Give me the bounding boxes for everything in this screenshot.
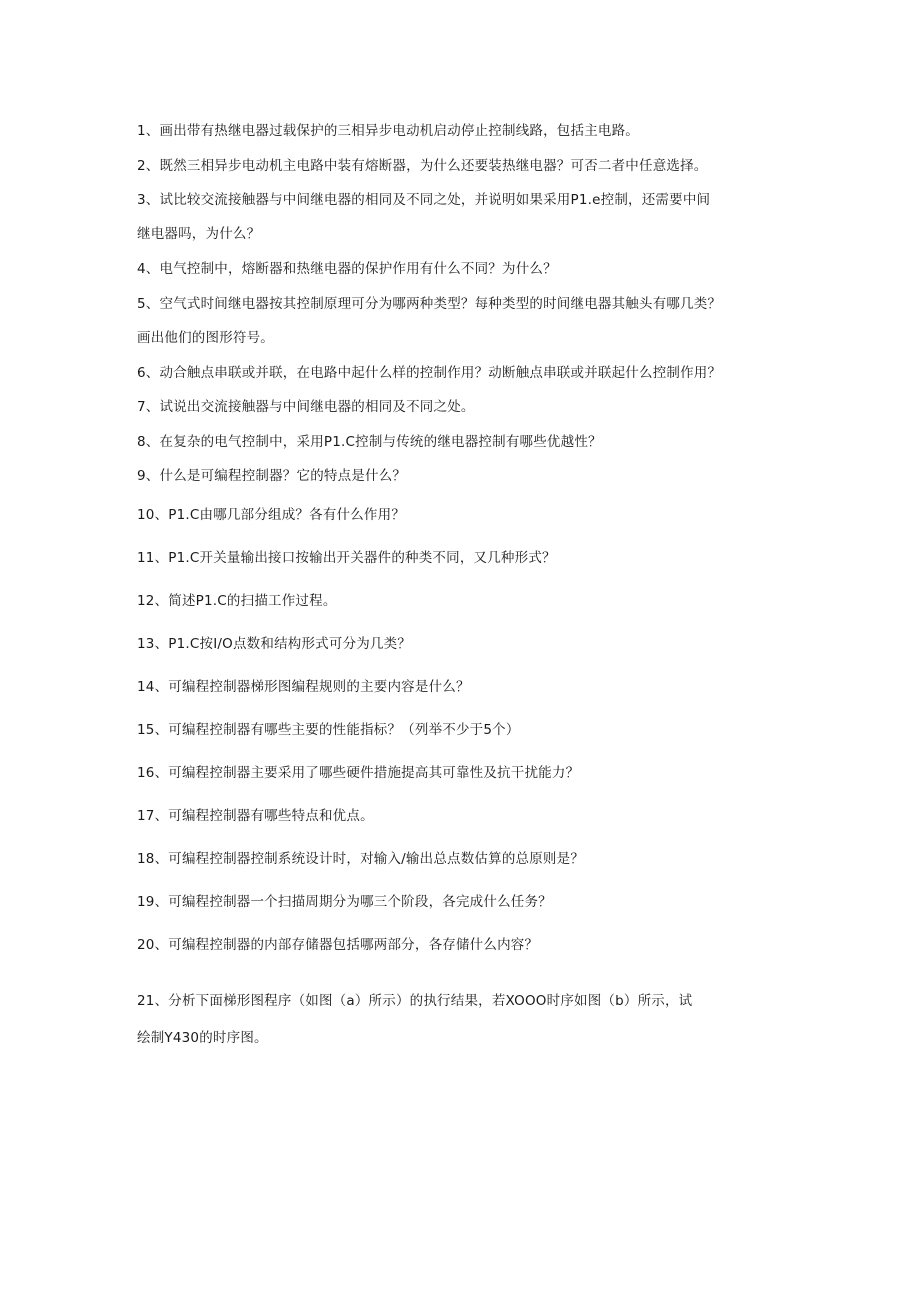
question-16: 16、可编程控制器主要采用了哪些硬件措施提高其可靠性及抗干扰能力？ <box>137 765 580 781</box>
question-21: 21、分析下面梯形图程序（如图（a）所示）的执行结果，若XOOO时序如图（b）所示，试 <box>137 993 693 1009</box>
question-4: 4、电气控制中，熔断器和热继电器的保护作用有什么不同？为什么？ <box>137 261 557 277</box>
question-11: 11、P1.C开关量输出接口按输出开关器件的种类不同，又几种形式？ <box>137 550 556 566</box>
question-13: 13、P1.C按I/O点数和结构形式可分为几类？ <box>137 636 412 652</box>
question-15: 15、可编程控制器有哪些主要的性能指标？（列举不少于5个） <box>137 722 520 738</box>
question-5-continuation: 画出他们的图形符号。 <box>137 330 274 346</box>
question-3-continuation: 继电器吗，为什么？ <box>137 226 261 242</box>
question-6: 6、动合触点串联或并联，在电路中起什么样的控制作用？动断触点串联或并联起什么控制作用？ <box>137 365 722 381</box>
question-14: 14、可编程控制器梯形图编程规则的主要内容是什么？ <box>137 679 470 695</box>
question-3: 3、试比较交流接触器与中间继电器的相同及不同之处，并说明如果采用P1.e控制，还需要中间 <box>137 192 711 208</box>
question-20: 20、可编程控制器的内部存储器包括哪两部分，各存储什么内容？ <box>137 937 539 953</box>
question-19: 19、可编程控制器一个扫描周期分为哪三个阶段，各完成什么任务？ <box>137 894 552 910</box>
question-18: 18、可编程控制器控制系统设计时，对输入/输出总点数估算的总原则是？ <box>137 851 585 867</box>
question-21-continuation: 绘制Y430的时序图。 <box>137 1030 268 1046</box>
question-17: 17、可编程控制器有哪些特点和优点。 <box>137 808 374 824</box>
question-9: 9、什么是可编程控制器？它的特点是什么？ <box>137 468 407 484</box>
question-12: 12、简述P1.C的扫描工作过程。 <box>137 593 337 609</box>
question-1: 1、画出带有热继电器过载保护的三相异步电动机启动停止控制线路，包括主电路。 <box>137 123 639 139</box>
question-7: 7、试说出交流接触器与中间继电器的相同及不同之处。 <box>137 399 475 415</box>
question-5: 5、空气式时间继电器按其控制原理可分为哪两种类型？每种类型的时间继电器其触头有哪几类？ <box>137 296 722 312</box>
question-8: 8、在复杂的电气控制中，采用P1.C控制与传统的继电器控制有哪些优越性？ <box>137 434 602 450</box>
question-2: 2、既然三相异步电动机主电路中装有熔断器，为什么还要装热继电器？可否二者中任意选择。 <box>137 158 708 174</box>
question-10: 10、P1.C由哪几部分组成？各有什么作用？ <box>137 507 406 523</box>
